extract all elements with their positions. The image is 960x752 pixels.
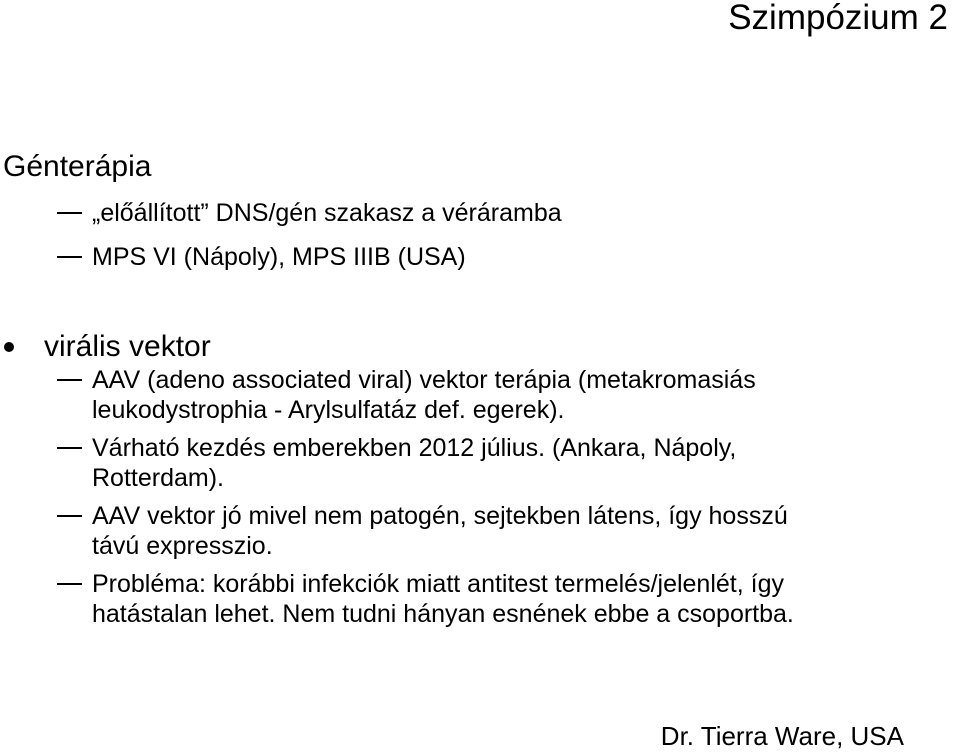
footer-author: Dr. Tierra Ware, USA <box>660 721 904 751</box>
list-item-line: Probléma: korábbi infekciók miatt antitest termelés/jelenlét, így <box>92 570 784 598</box>
list-item-line: Várható kezdés emberekben 2012 július. (Ankara, Nápoly, <box>92 434 737 462</box>
list-item-line: AAV vektor jó mivel nem patogén, sejtekben látens, így hosszú <box>92 502 788 530</box>
list-item <box>48 365 960 425</box>
section-item-list <box>48 198 960 286</box>
dash-icon <box>57 515 82 517</box>
list-item-line: hatástalan lehet. Nem tudni hányan esnének ebbe a csoportba. <box>92 600 794 628</box>
dash-icon <box>57 256 82 258</box>
list-item-line: AAV (adeno associated viral) vektor terápia (metakromasiás <box>92 366 756 394</box>
bullet-icon <box>4 342 14 352</box>
list-item-line: leukodystrophia - Arylsulfatáz def. egerek). <box>92 396 565 424</box>
section-heading-genterapia: Génterápia <box>3 150 152 183</box>
list-item <box>48 433 960 493</box>
list-item <box>48 198 960 228</box>
dash-icon <box>57 583 82 585</box>
list-item-text: MPS VI (Nápoly), MPS IIIB (USA) <box>92 243 466 271</box>
list-item <box>48 242 960 272</box>
list-item-line: távú expresszio. <box>92 532 273 560</box>
list-item <box>48 569 960 629</box>
slide-header: Szimpózium 2 <box>728 0 948 37</box>
dash-icon <box>57 212 82 214</box>
list-item <box>48 501 960 561</box>
dash-icon <box>57 447 82 449</box>
bullet-heading-text: virális vektor <box>44 330 211 363</box>
dash-icon <box>57 379 82 381</box>
list-item-line: Rotterdam). <box>92 464 224 492</box>
list-item-text: „előállított” DNS/gén szakasz a véráramba <box>92 199 562 227</box>
bullet-item-list <box>48 365 960 637</box>
